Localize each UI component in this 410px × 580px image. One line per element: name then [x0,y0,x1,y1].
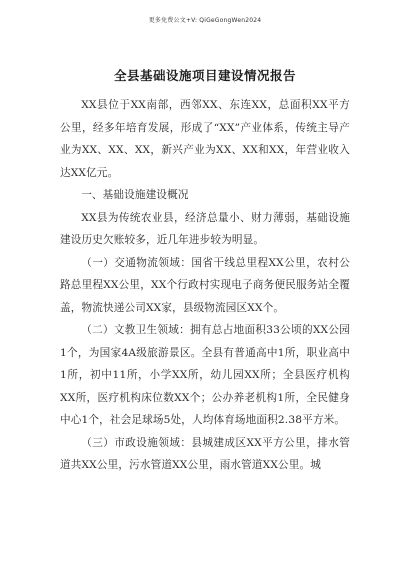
transport-paragraph: （一）交通物流领域：国省干线总里程XX公里，农村公路总里程XX公里，XX个行政村实现电子商务便民服务站全覆盖，物流快递公司XX家，县级物流园区XX个。 [60,256,350,314]
section-heading: 一、基础设施建设概况 [81,189,189,201]
culture-education-paragraph: （二）文教卫生领域：拥有总占地面积33公顷的XX公园1个，为国家4A级旅游景区。全县有普通高中1所，职业高中1所，初中11所，小学XX所，幼儿园XX所；全县医疗机构XX所，医疗机构床位数XX个；公办养老机构1所，全民健身中心1个，社会足球场5处，人均体育场地面积2.38平方米。 [60,324,350,426]
document-body [60,94,350,477]
header-note: 更多免费公文+V: QiGeGongWen2024 [148,17,262,24]
municipal-paragraph: （三）市政设施领域：县城建成区XX平方公里，排水管道共XX公里，污水管道XX公里，雨水管道XX公里。城 [60,436,350,471]
intro-paragraph: XX县位于XX南部，西邻XX、东连XX，总面积XX平方公里，经多年培育发展，形成了“XX”产业体系，传统主导产业为XX、XX、XX，新兴产业为XX、XX和XX，年营业收入达XX亿元。 [60,99,350,179]
document-title: 全县基础设施项目建设情况报告 [113,68,296,83]
overview-paragraph: XX县为传统农业县，经济总量小、财力薄弱，基础设施建设历史欠账较多，近几年进步较为明显。 [60,211,350,246]
